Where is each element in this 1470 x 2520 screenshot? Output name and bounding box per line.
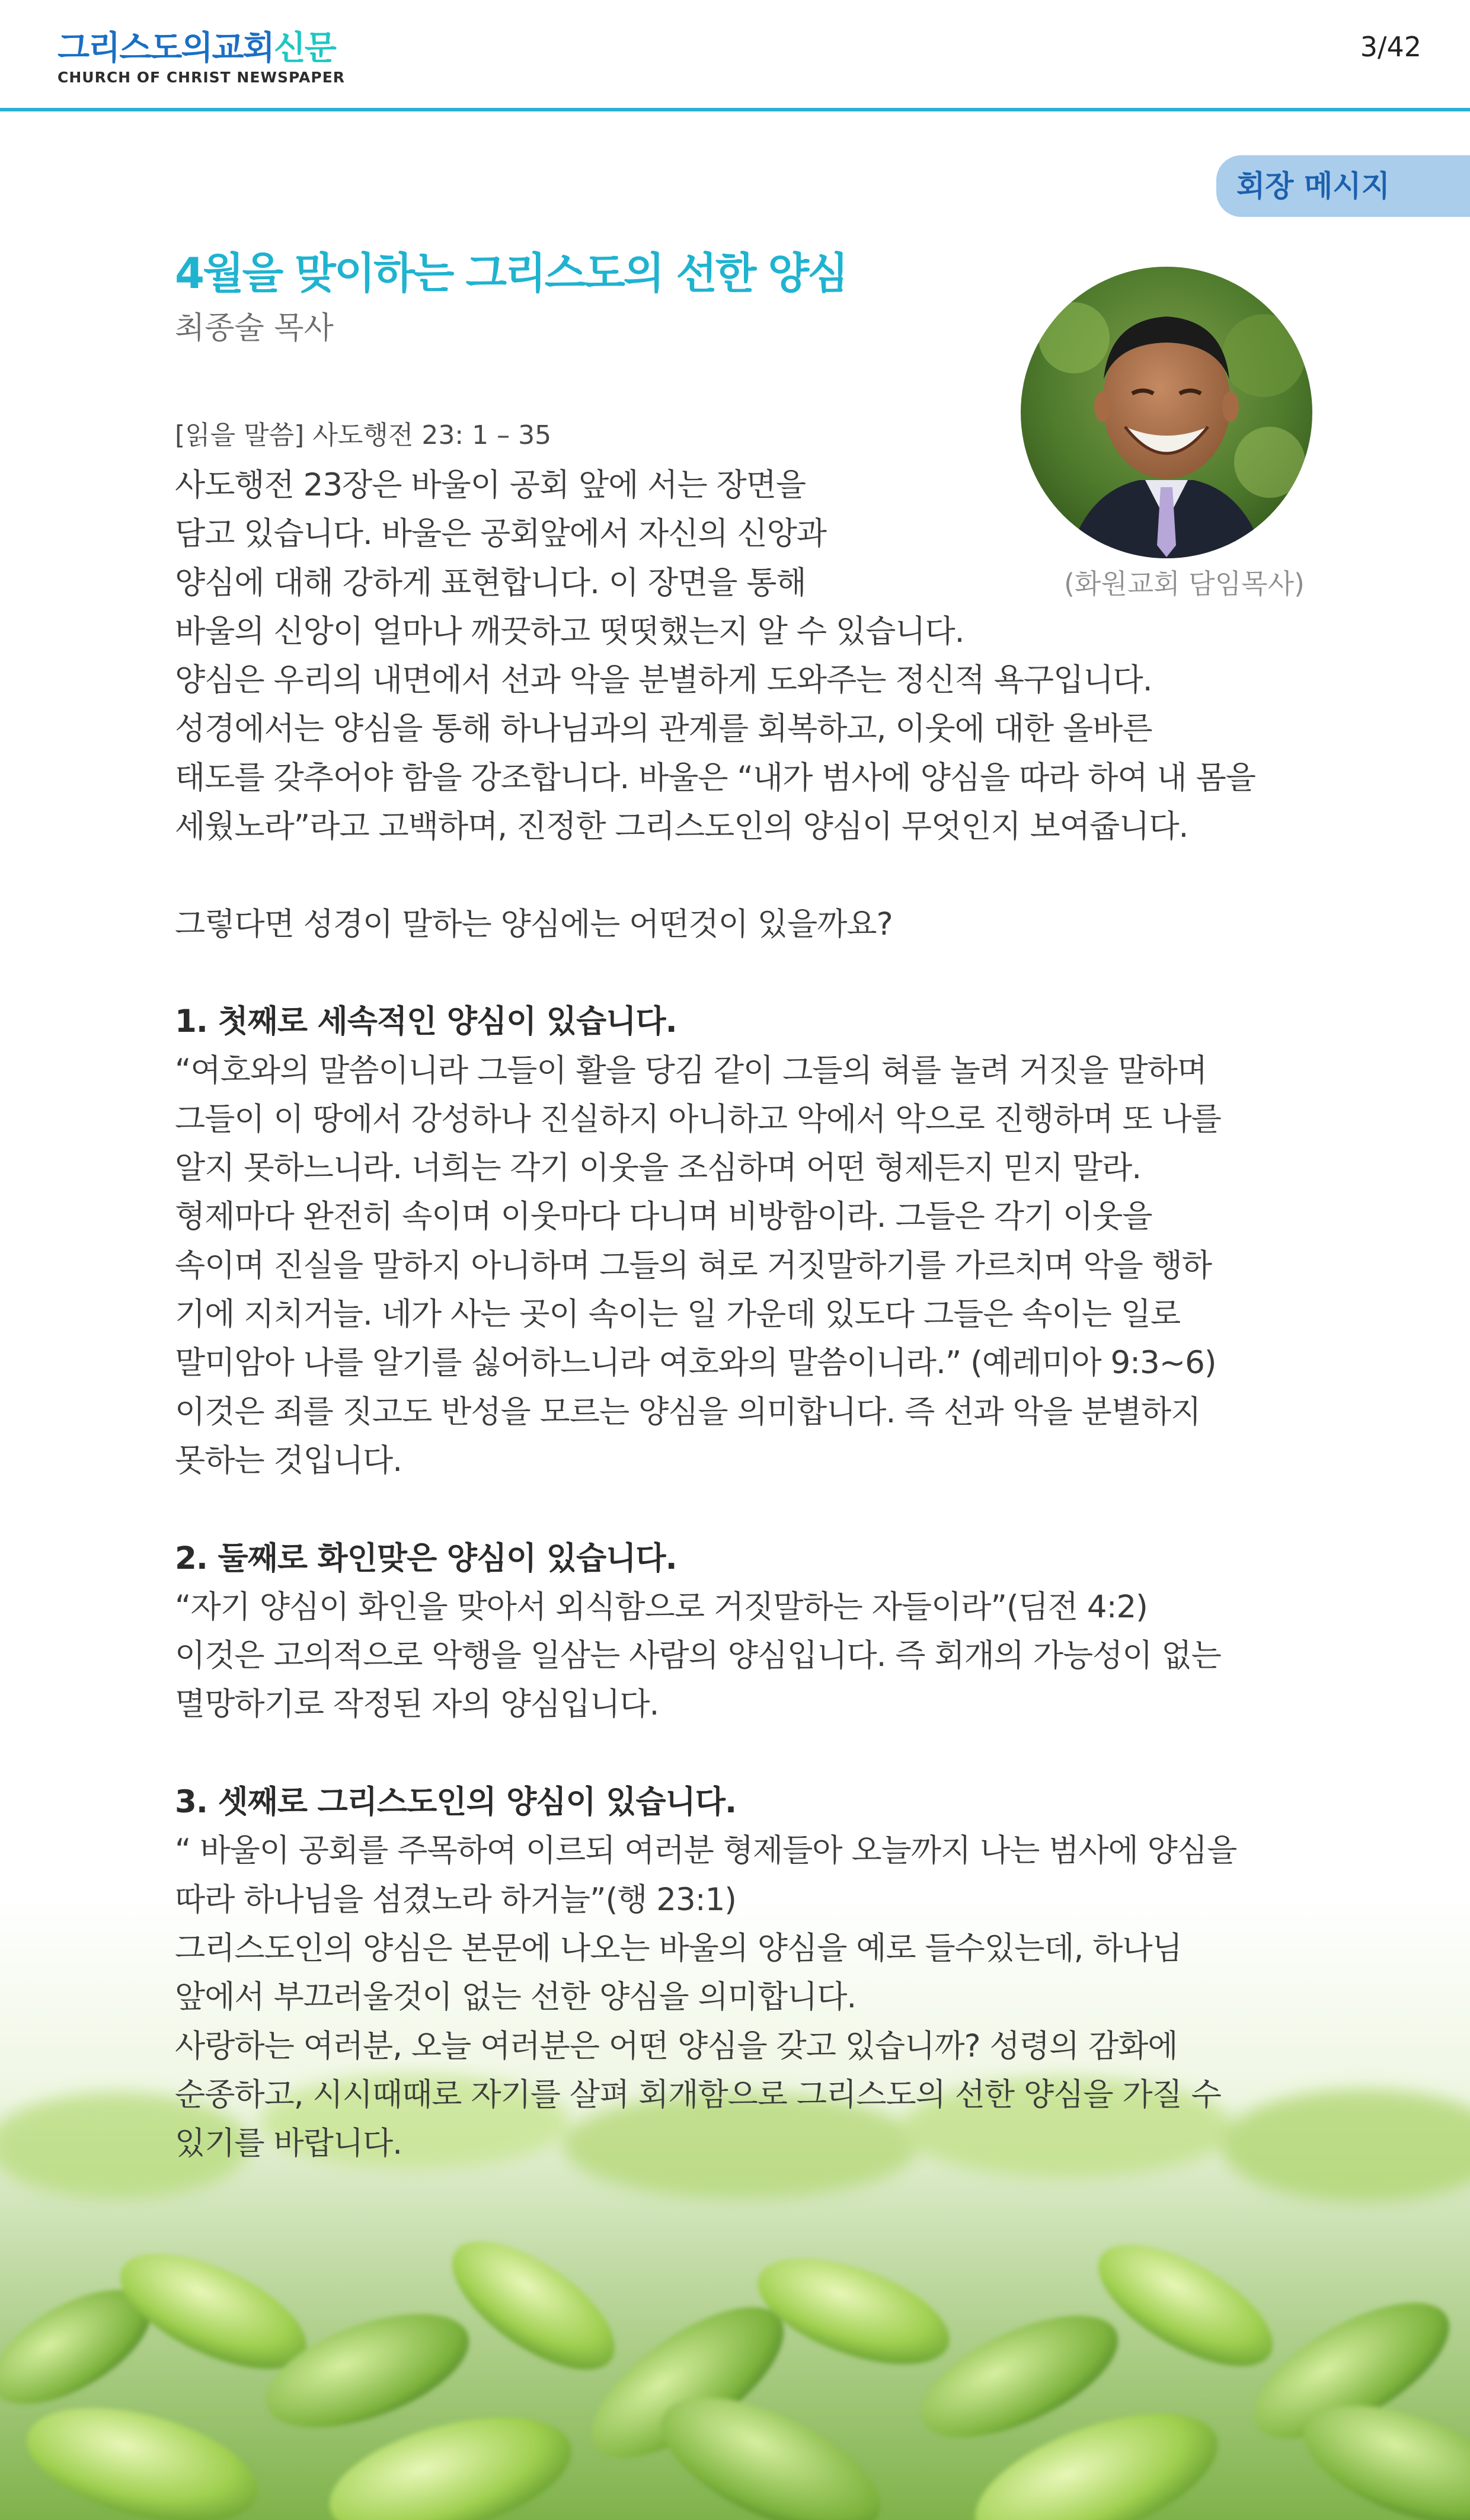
article-title: 4월을 맞이하는 그리스도의 선한 양심 xyxy=(175,248,847,298)
body-line: 바울의 신앙이 얼마나 깨끗하고 떳떳했는지 알 수 있습니다. xyxy=(175,613,964,650)
body-line: 양심은 우리의 내면에서 선과 악을 분별하게 도와주는 정신적 욕구입니다. xyxy=(175,662,1152,699)
body-line: 그들이 이 땅에서 강성하나 진실하지 아니하고 악에서 악으로 진행하며 또 나를 xyxy=(175,1101,1221,1137)
body-line xyxy=(175,851,1301,900)
body-line: 기에 지치거늘. 네가 사는 곳이 속이는 일 가운데 있도다 그들은 속이는 일로 xyxy=(175,1296,1181,1333)
body-line: 그리스도인의 양심은 본문에 나오는 바울의 양심을 예로 들수있는데, 하나님 xyxy=(175,1930,1182,1966)
body-line: 속이며 진실을 말하지 아니하며 그들의 혀로 거짓말하기를 가르치며 악을 행하 xyxy=(175,1247,1212,1284)
logo-text-accent: 신문 xyxy=(273,29,335,68)
scripture-reading: [읽을 말씀] 사도행전 23: 1 – 35 xyxy=(175,420,552,450)
body-line: 양심에 대해 강하게 표현합니다. 이 장면을 통해 xyxy=(175,564,806,601)
body-line: 이것은 고의적으로 악행을 일삼는 사람의 양심입니다. 즉 회개의 가능성이 없는 xyxy=(175,1638,1221,1674)
logo-subtitle: CHURCH OF CHRIST NEWSPAPER xyxy=(57,69,346,86)
body-line: “여호와의 말씀이니라 그들이 활을 당김 같이 그들의 혀를 놀려 거짓을 말하며 xyxy=(175,1052,1207,1089)
body-line: 세웠노라”라고 고백하며, 진정한 그리스도인의 양심이 무엇인지 보여줍니다. xyxy=(175,808,1188,845)
section-heading: 1. 첫째로 세속적인 양심이 있습니다. xyxy=(175,1003,677,1040)
body-line: 못하는 것입니다. xyxy=(175,1442,402,1479)
body-line: 따라 하나님을 섬겼노라 하거늘”(행 23:1) xyxy=(175,1881,736,1918)
body-line: 멸망하기로 작정된 자의 양심입니다. xyxy=(175,1686,659,1723)
body-line: 사랑하는 여러분, 오늘 여러분은 어떤 양심을 갖고 있습니까? 성령의 감화에 xyxy=(175,2027,1178,2064)
body-line: 순종하고, 시시때때로 자기를 살펴 회개함으로 그리스도의 선한 양심을 가질 수 xyxy=(175,2076,1221,2113)
body-line xyxy=(175,1485,1301,1534)
body-line: 알지 못하느니라. 너희는 각기 이웃을 조심하며 어떤 형제든지 믿지 말라. xyxy=(175,1150,1142,1187)
body-line: 이것은 죄를 짓고도 반성을 모르는 양심을 의미합니다. 즉 선과 악을 분별하지 xyxy=(175,1393,1201,1430)
section-tag: 회장 메시지 xyxy=(1216,155,1470,217)
logo-text: 그리스도의교회 xyxy=(57,29,274,68)
section-heading: 2. 둘째로 화인맞은 양심이 있습니다. xyxy=(175,1540,677,1576)
body-line: 태도를 갖추어야 함을 강조합니다. 바울은 “내가 범사에 양심을 따라 하여 내 몸을 xyxy=(175,759,1255,796)
body-line xyxy=(175,1729,1301,1778)
body-line xyxy=(175,949,1301,997)
body-line: 그렇다면 성경이 말하는 양심에는 어떤것이 있을까요? xyxy=(175,906,893,942)
section-heading: 3. 셋째로 그리스도인의 양심이 있습니다. xyxy=(175,1784,737,1821)
body-line: “ 바울이 공회를 주목하여 이르되 여러분 형제들아 오늘까지 나는 범사에 양심을 xyxy=(175,1833,1237,1869)
page-header xyxy=(0,0,1470,111)
body-line: 담고 있습니다. 바울은 공회앞에서 자신의 신앙과 xyxy=(175,516,827,552)
body-line: 말미암아 나를 알기를 싫어하느니라 여호와의 말씀이니라.” (예레미아 9:3~6) xyxy=(175,1345,1216,1381)
photo-caption: (화원교회 담임목사) xyxy=(1064,568,1305,600)
body-line: 사도행전 23장은 바울이 공회 앞에 서는 장면을 xyxy=(175,467,806,503)
newspaper-logo xyxy=(57,29,335,68)
article-author: 최종술 목사 xyxy=(175,311,334,346)
body-line: 성경에서는 양심을 통해 하나님과의 관계를 회복하고, 이웃에 대한 올바른 xyxy=(175,711,1152,747)
page-number: 3/42 xyxy=(1360,31,1421,63)
body-line: “자기 양심이 화인을 맞아서 외식함으로 거짓말하는 자들이라”(딤전 4:2) xyxy=(175,1588,1148,1625)
body-line: 앞에서 부끄러울것이 없는 선한 양심을 의미합니다. xyxy=(175,1979,857,2016)
article-body xyxy=(175,461,1301,2168)
body-line: 형제마다 완전히 속이며 이웃마다 다니며 비방함이라. 그들은 각기 이웃을 xyxy=(175,1198,1152,1235)
body-line: 있기를 바랍니다. xyxy=(175,2125,402,2162)
